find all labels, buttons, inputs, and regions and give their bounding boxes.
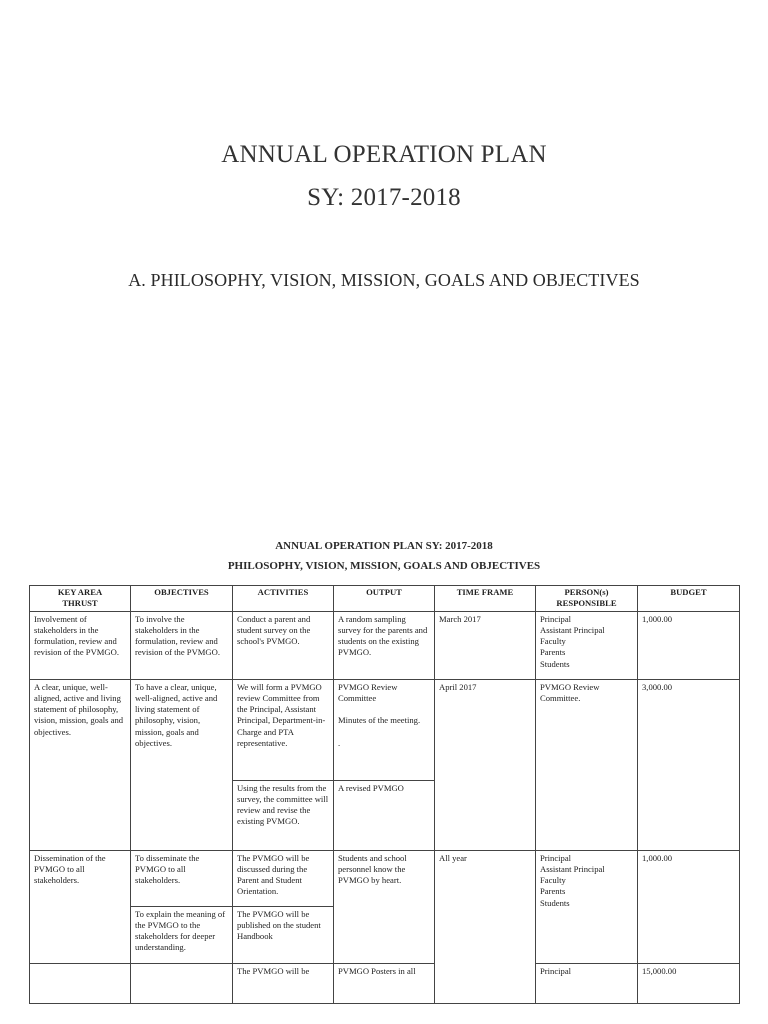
cell-output: PVMGO Review Committee Minutes of the meeting. . bbox=[334, 679, 435, 780]
cell-output: PVMGO Posters in all bbox=[334, 963, 435, 1003]
cell-activity: Using the results from the survey, the committee will review and revise the existing PVMGO. bbox=[233, 780, 334, 850]
header-time-frame: TIME FRAME bbox=[435, 586, 536, 612]
cell-thrust: Dissemination of the PVMGO to all stakeholders. bbox=[30, 850, 131, 963]
table-row bbox=[30, 611, 740, 679]
header-objectives: OBJECTIVES bbox=[131, 586, 233, 612]
header-key-area-thrust: KEY AREA THRUST bbox=[30, 586, 131, 612]
cell-output: A random sampling survey for the parents and students on the existing PVMGO. bbox=[334, 611, 435, 679]
cell-activity: Conduct a parent and student survey on the school's PVMGO. bbox=[233, 611, 334, 679]
cell-output: A revised PVMGO bbox=[334, 780, 435, 850]
cell-time-frame: All year bbox=[435, 850, 536, 1003]
cell-budget: 1,000.00 bbox=[638, 850, 740, 963]
cell-budget: 15,000.00 bbox=[638, 963, 740, 1003]
cell-budget: 1,000.00 bbox=[638, 611, 740, 679]
cell-thrust: Involvement of stakeholders in the formulation, review and revision of the PVMGO. bbox=[30, 611, 131, 679]
cell-objective: To explain the meaning of the PVMGO to the stakeholders for deeper understanding. bbox=[131, 906, 233, 963]
cell-time-frame: April 2017 bbox=[435, 679, 536, 850]
header-persons-responsible: PERSON(s) RESPONSIBLE bbox=[536, 586, 638, 612]
cell-persons: Principal bbox=[536, 963, 638, 1003]
cell-output: Students and school personnel know the PVMGO by heart. bbox=[334, 850, 435, 963]
cell-objective: To disseminate the PVMGO to all stakeholders. bbox=[131, 850, 233, 906]
table-header-row bbox=[30, 586, 740, 612]
cell-activity: The PVMGO will be published on the student Handbook bbox=[233, 906, 334, 963]
document-title: ANNUAL OPERATION PLAN bbox=[221, 141, 547, 168]
section-heading: A. PHILOSOPHY, VISION, MISSION, GOALS AND OBJECTIVES bbox=[128, 270, 640, 290]
header-budget: BUDGET bbox=[638, 586, 740, 612]
cell-persons: PVMGO Review Committee. bbox=[536, 679, 638, 850]
cell-thrust: A clear, unique, well-aligned, active and living statement of philosophy, vision, mission, goals and objectives. bbox=[30, 679, 131, 850]
school-year-title: SY: 2017-2018 bbox=[307, 184, 461, 211]
cell-activity: The PVMGO will be bbox=[233, 963, 334, 1003]
table-row bbox=[30, 963, 740, 1003]
cell-thrust bbox=[30, 963, 131, 1003]
operation-plan-table bbox=[29, 585, 740, 1004]
cell-activity: The PVMGO will be discussed during the Parent and Student Orientation. bbox=[233, 850, 334, 906]
cell-objective: To have a clear, unique, well-aligned, active and living statement of philosophy, vision, mission, goals and objectives. bbox=[131, 679, 233, 850]
table-title: ANNUAL OPERATION PLAN SY: 2017-2018 bbox=[275, 540, 493, 552]
table-row bbox=[30, 679, 740, 780]
table-subtitle: PHILOSOPHY, VISION, MISSION, GOALS AND OBJECTIVES bbox=[227, 560, 541, 572]
cell-time-frame: March 2017 bbox=[435, 611, 536, 679]
cell-budget: 3,000.00 bbox=[638, 679, 740, 850]
cell-persons: Principal Assistant Principal Faculty Parents Students bbox=[536, 850, 638, 963]
cell-activity: We will form a PVMGO review Committee from the Principal, Assistant Principal, Department-in-Charge and PTA representative. bbox=[233, 679, 334, 780]
cell-objective bbox=[131, 963, 233, 1003]
header-activities: ACTIVITIES bbox=[233, 586, 334, 612]
cell-objective: To involve the stakeholders in the formulation, review and revision of the PVMGO. bbox=[131, 611, 233, 679]
table-row bbox=[30, 850, 740, 906]
cell-persons: Principal Assistant Principal Faculty Parents Students bbox=[536, 611, 638, 679]
header-output: OUTPUT bbox=[334, 586, 435, 612]
